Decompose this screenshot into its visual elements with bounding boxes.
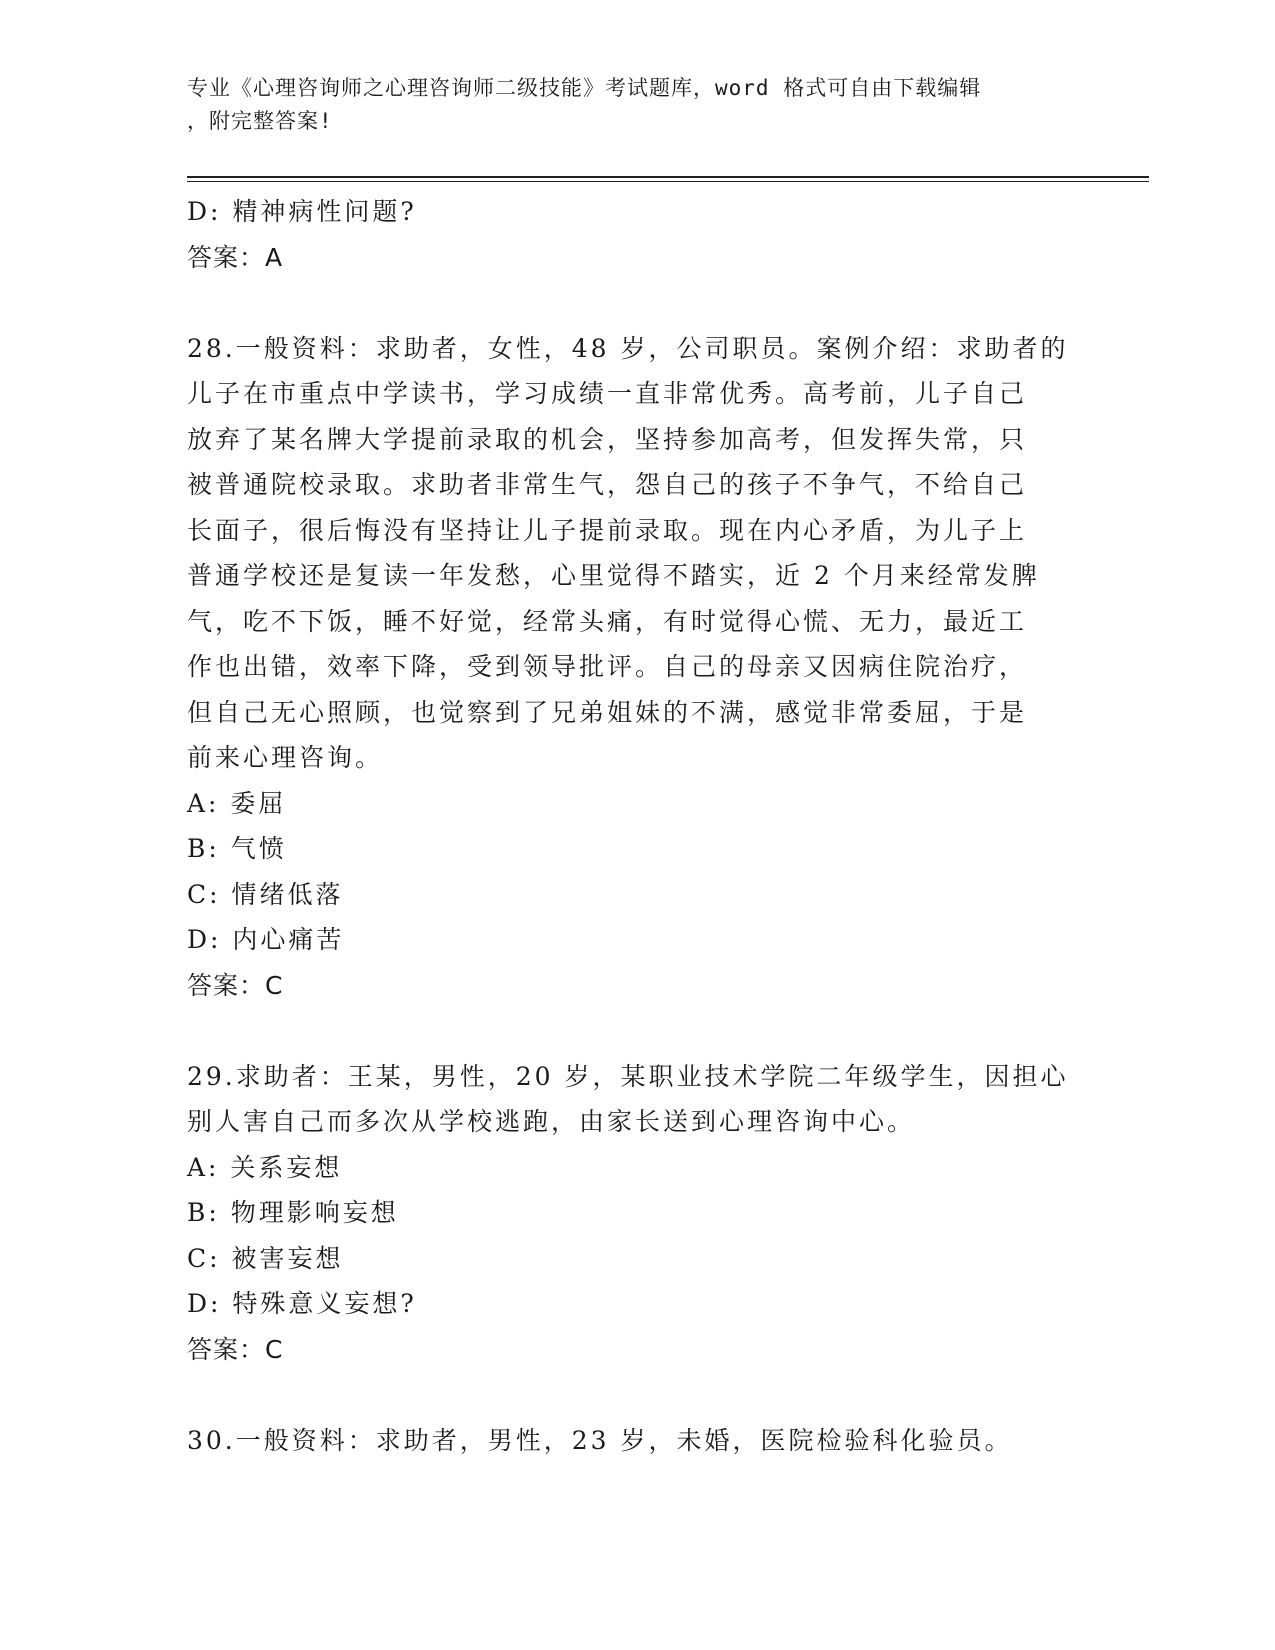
spacer: [187, 1008, 1087, 1054]
option-d: D: 内心痛苦: [187, 925, 345, 954]
previous-question-tail: [187, 189, 1087, 280]
page-header: [187, 72, 1087, 138]
question-stem-line: 28.一般资料：求助者，女性，48 岁，公司职员。案例介绍：求助者的: [187, 333, 1069, 363]
question-stem-line: 放弃了某名牌大学提前录取的机会，坚持参加高考，但发挥失常，只: [187, 424, 1028, 454]
option-b: B: 物理影响妄想: [187, 1198, 399, 1227]
question-stem-line: 29.求助者：王某，男性，20 岁，某职业技术学院二年级学生，因担心: [187, 1061, 1069, 1091]
question-stem-line: 别人害自己而多次从学校逃跑，由家长送到心理咨询中心。: [187, 1107, 916, 1136]
answer-line: 答案：C: [187, 1334, 284, 1364]
option-c: C: 情绪低落: [187, 879, 344, 909]
question-stem-line: 普通学校还是复读一年发愁，心里觉得不踏实，近 2 个月来经常发脾: [187, 561, 1040, 590]
question-stem-line: 作也出错，效率下降，受到领导批评。自己的母亲又因病住院治疗，: [187, 652, 1028, 681]
option-c: C: 被害妄想: [187, 1243, 344, 1273]
question-stem-line: 前来心理咨询。: [187, 743, 384, 772]
question-stem-line: 被普通院校录取。求助者非常生气，怨自己的孩子不争气，不给自己: [187, 470, 1028, 499]
option-d: D: 特殊意义妄想?: [187, 1289, 417, 1318]
option-b: B: 气愤: [187, 834, 287, 863]
answer-line: 答案：C: [187, 970, 284, 1000]
header-line-2: ，附完整答案!: [187, 109, 333, 133]
option-d: D: 精神病性问题?: [187, 197, 417, 226]
question-stem-line: 但自己无心照顾，也觉察到了兄弟姐妹的不满，感觉非常委屈，于是: [187, 697, 1028, 727]
document-body: [187, 189, 1087, 1463]
question-28: [187, 326, 1087, 1009]
spacer: [187, 1372, 1087, 1418]
header-line-1: 专业《心理咨询师之心理咨询师二级技能》考试题库，word 格式可自由下载编辑: [187, 76, 982, 100]
option-a: A: 关系妄想: [187, 1152, 343, 1182]
question-stem-line: 30.一般资料：求助者，男性，23 岁，未婚，医院检验科化验员。: [187, 1425, 1013, 1455]
question-stem-line: 儿子在市重点中学读书，学习成绩一直非常优秀。高考前，儿子自己: [187, 379, 1028, 408]
header-rule-thick: [187, 176, 1149, 178]
header-rule-thin: [187, 181, 1149, 182]
question-30: [187, 1418, 1087, 1464]
spacer: [187, 280, 1087, 326]
question-29: [187, 1054, 1087, 1373]
question-stem-line: 气，吃不下饭，睡不好觉，经常头痛，有时觉得心慌、无力，最近工: [187, 606, 1028, 636]
option-a: A: 委屈: [187, 788, 287, 818]
question-stem-line: 长面子，很后悔没有坚持让儿子提前录取。现在内心矛盾，为儿子上: [187, 515, 1028, 545]
answer-line: 答案：A: [187, 242, 284, 272]
